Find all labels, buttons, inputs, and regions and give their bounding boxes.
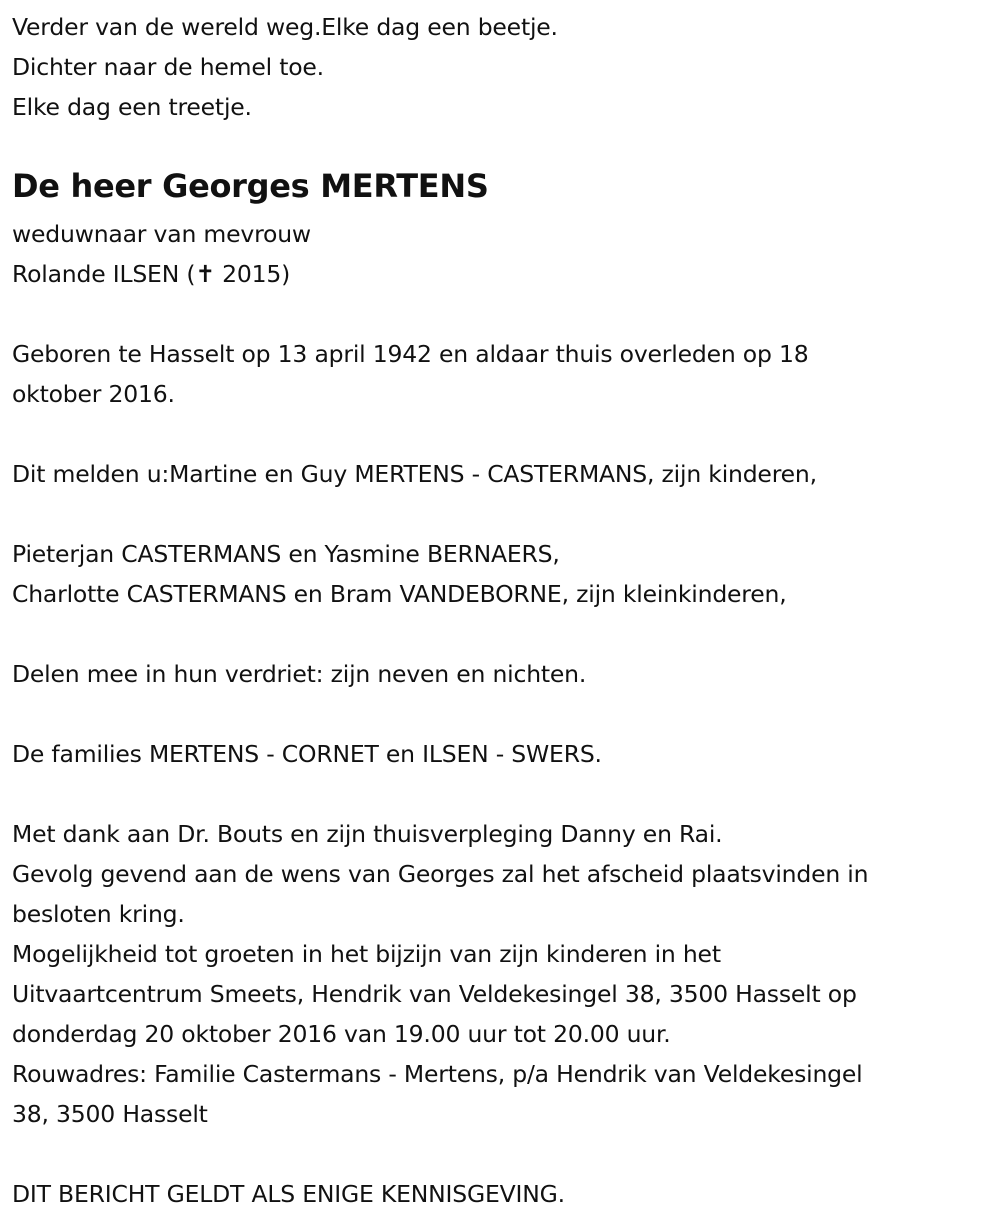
details-paragraph bbox=[12, 814, 868, 1134]
text-line: 38, 3500 Hasselt bbox=[12, 1100, 208, 1128]
relatives-paragraph bbox=[12, 654, 868, 694]
text-line: Rouwadres: Familie Castermans - Mertens, p/a Hendrik van Veldekesingel bbox=[12, 1060, 863, 1088]
text-line: Charlotte CASTERMANS en Bram VANDEBORNE, zijn kleinkinderen, bbox=[12, 580, 787, 608]
text-line: Delen mee in hun verdriet: zijn neven en nichten. bbox=[12, 660, 587, 688]
text-line: De families MERTENS - CORNET en ILSEN - SWERS. bbox=[12, 740, 602, 768]
poem-line: Verder van de wereld weg.Elke dag een beetje. bbox=[12, 13, 558, 41]
text-line: Geboren te Hasselt op 13 april 1942 en aldaar thuis overleden op 18 bbox=[12, 340, 809, 368]
spouse-info bbox=[12, 214, 868, 294]
text-line: besloten kring. bbox=[12, 900, 185, 928]
text-line: Met dank aan Dr. Bouts en zijn thuisverpleging Danny en Rai. bbox=[12, 820, 723, 848]
text-line: weduwnaar van mevrouw bbox=[12, 220, 311, 248]
text-line: Dit melden u:Martine en Guy MERTENS - CASTERMANS, zijn kinderen, bbox=[12, 460, 817, 488]
deceased-name: De heer Georges MERTENS bbox=[12, 167, 489, 205]
families-paragraph bbox=[12, 734, 868, 774]
text-line: DIT BERICHT GELDT ALS ENIGE KENNISGEVING. bbox=[12, 1180, 565, 1208]
text-line: Uitvaartcentrum Smeets, Hendrik van Veldekesingel 38, 3500 Hasselt op bbox=[12, 980, 857, 1008]
closing-paragraph bbox=[12, 1174, 868, 1214]
death-notice bbox=[12, 7, 868, 1214]
text-line: Gevolg gevend aan de wens van Georges zal het afscheid plaatsvinden in bbox=[12, 860, 869, 888]
grandchildren-paragraph bbox=[12, 534, 868, 614]
text-line: donderdag 20 oktober 2016 van 19.00 uur tot 20.00 uur. bbox=[12, 1020, 671, 1048]
text-line: Pieterjan CASTERMANS en Yasmine BERNAERS, bbox=[12, 540, 560, 568]
birth-death-paragraph bbox=[12, 334, 868, 414]
poem-line: Dichter naar de hemel toe. bbox=[12, 53, 324, 81]
poem bbox=[12, 7, 868, 127]
text-line: oktober 2016. bbox=[12, 380, 175, 408]
text-line: Mogelijkheid tot groeten in het bijzijn van zijn kinderen in het bbox=[12, 940, 721, 968]
poem-line: Elke dag een treetje. bbox=[12, 93, 252, 121]
text-line: Rolande ILSEN (✝ 2015) bbox=[12, 260, 291, 288]
children-paragraph bbox=[12, 454, 868, 494]
